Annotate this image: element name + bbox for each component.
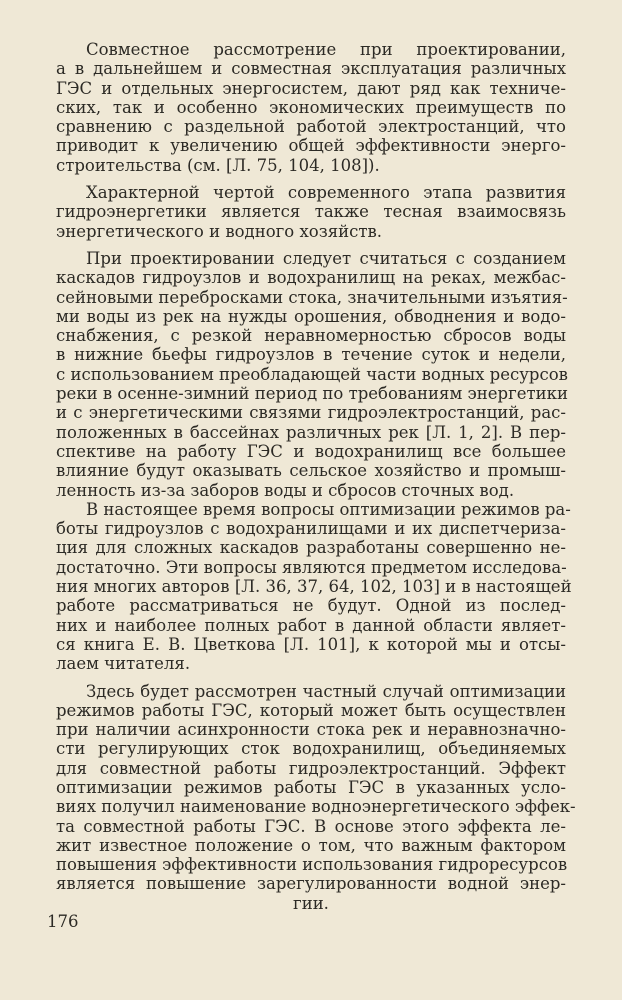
paragraph-2 <box>56 183 566 241</box>
text-line: лаем читателя. <box>56 654 191 674</box>
text-line: ми воды из рек на нужды орошения, обводнения и водо- <box>56 306 566 326</box>
text-line: В настоящее время вопросы оптимизации режимов ра- <box>86 499 571 519</box>
text-line: работе рассматриваться не будут. Одной из послед- <box>56 596 566 616</box>
text-line: боты гидроузлов с водохранилищами и их диспетчериза- <box>56 519 566 539</box>
text-line: строительства (см. [Л. 75, 104, 108]). <box>56 155 380 175</box>
text-line: гии. <box>293 893 329 913</box>
text-line: и с энергетическими связями гидроэлектростанций, рас- <box>56 403 566 423</box>
text-line: Характерной чертой современного этапа развития <box>86 183 566 203</box>
text-line: сейновыми перебросками стока, значительными изъятия- <box>56 287 568 307</box>
text-line: ГЭС и отдельных энергосистем, дают ряд как техниче- <box>56 78 566 98</box>
text-line: положенных в бассейнах различных рек [Л. 1, 2]. В пер- <box>56 422 566 442</box>
paragraph-3 <box>56 248 572 674</box>
text-line: каскадов гидроузлов и водохранилищ на реках, межбас- <box>56 268 566 288</box>
text-line: Совместное рассмотрение при проектировании, <box>86 40 566 59</box>
text-body <box>56 40 576 921</box>
text-line: спективе на работу ГЭС и водохранилищ все большее <box>56 441 566 461</box>
text-line: приводит к увеличению общей эффективности энерго- <box>56 136 566 156</box>
text-line: энергетического и водного хозяйств. <box>56 221 383 241</box>
text-line: виях получил наименование водноэнергетического эффек- <box>56 797 576 817</box>
text-line: режимов работы ГЭС, который может быть осуществлен <box>56 700 566 720</box>
text-line: них и наиболее полных работ в данной области являет- <box>56 615 566 635</box>
text-line: При проектировании следует считаться с созданием <box>86 248 566 268</box>
text-line: является повышение зарегулированности водной энер- <box>56 874 566 894</box>
text-line: гидроэнергетики является также тесная взаимосвязь <box>56 202 566 222</box>
text-line: с использованием преобладающей части водных ресурсов <box>56 364 568 384</box>
text-line: оптимизации режимов работы ГЭС в указанных усло- <box>56 777 566 797</box>
text-line: Здесь будет рассмотрен частный случай оптимизации <box>86 681 566 701</box>
text-line: сравнению с раздельной работой электростанций, что <box>56 117 566 137</box>
text-line: в нижние бьефы гидроузлов в течение суток и недели, <box>56 345 566 365</box>
paragraph-4 <box>56 681 576 914</box>
text-line: та совместной работы ГЭС. В основе этого эффекта ле- <box>56 816 566 836</box>
text-line: для совместной работы гидроэлектростанций. Эффект <box>56 758 566 778</box>
text-line: а в дальнейшем и совместная эксплуатация различных <box>56 59 566 79</box>
text-line: ния многих авторов [Л. 36, 37, 64, 102, 103] и в настоящей <box>56 577 572 597</box>
text-line: ских, так и особенно экономических преимуществ по <box>56 97 566 117</box>
text-line: достаточно. Эти вопросы являются предметом исследова- <box>56 557 567 577</box>
paragraph-1 <box>56 40 566 175</box>
text-line: реки в осенне-зимний период по требованиям энергетики <box>56 384 568 404</box>
text-line: ся книга Е. В. Цветкова [Л. 101], к которой мы и отсы- <box>56 634 566 654</box>
text-line: жит известное положение о том, что важным фактором <box>56 835 566 855</box>
page-number: 176 <box>47 912 79 931</box>
text-line: влияние будут оказывать сельское хозяйство и промыш- <box>56 461 566 481</box>
text-line: снабжения, с резкой неравномерностью сбросов воды <box>56 326 566 346</box>
text-line: сти регулирующих сток водохранилищ, объединяемых <box>56 739 566 759</box>
text-line: при наличии асинхронности стока рек и неравнозначно- <box>56 720 566 740</box>
text-line: повышения эффективности использования гидроресурсов <box>56 855 568 875</box>
text-line: ция для сложных каскадов разработаны совершенно не- <box>56 538 566 558</box>
text-line: ленность из-за заборов воды и сбросов сточных вод. <box>56 480 515 500</box>
